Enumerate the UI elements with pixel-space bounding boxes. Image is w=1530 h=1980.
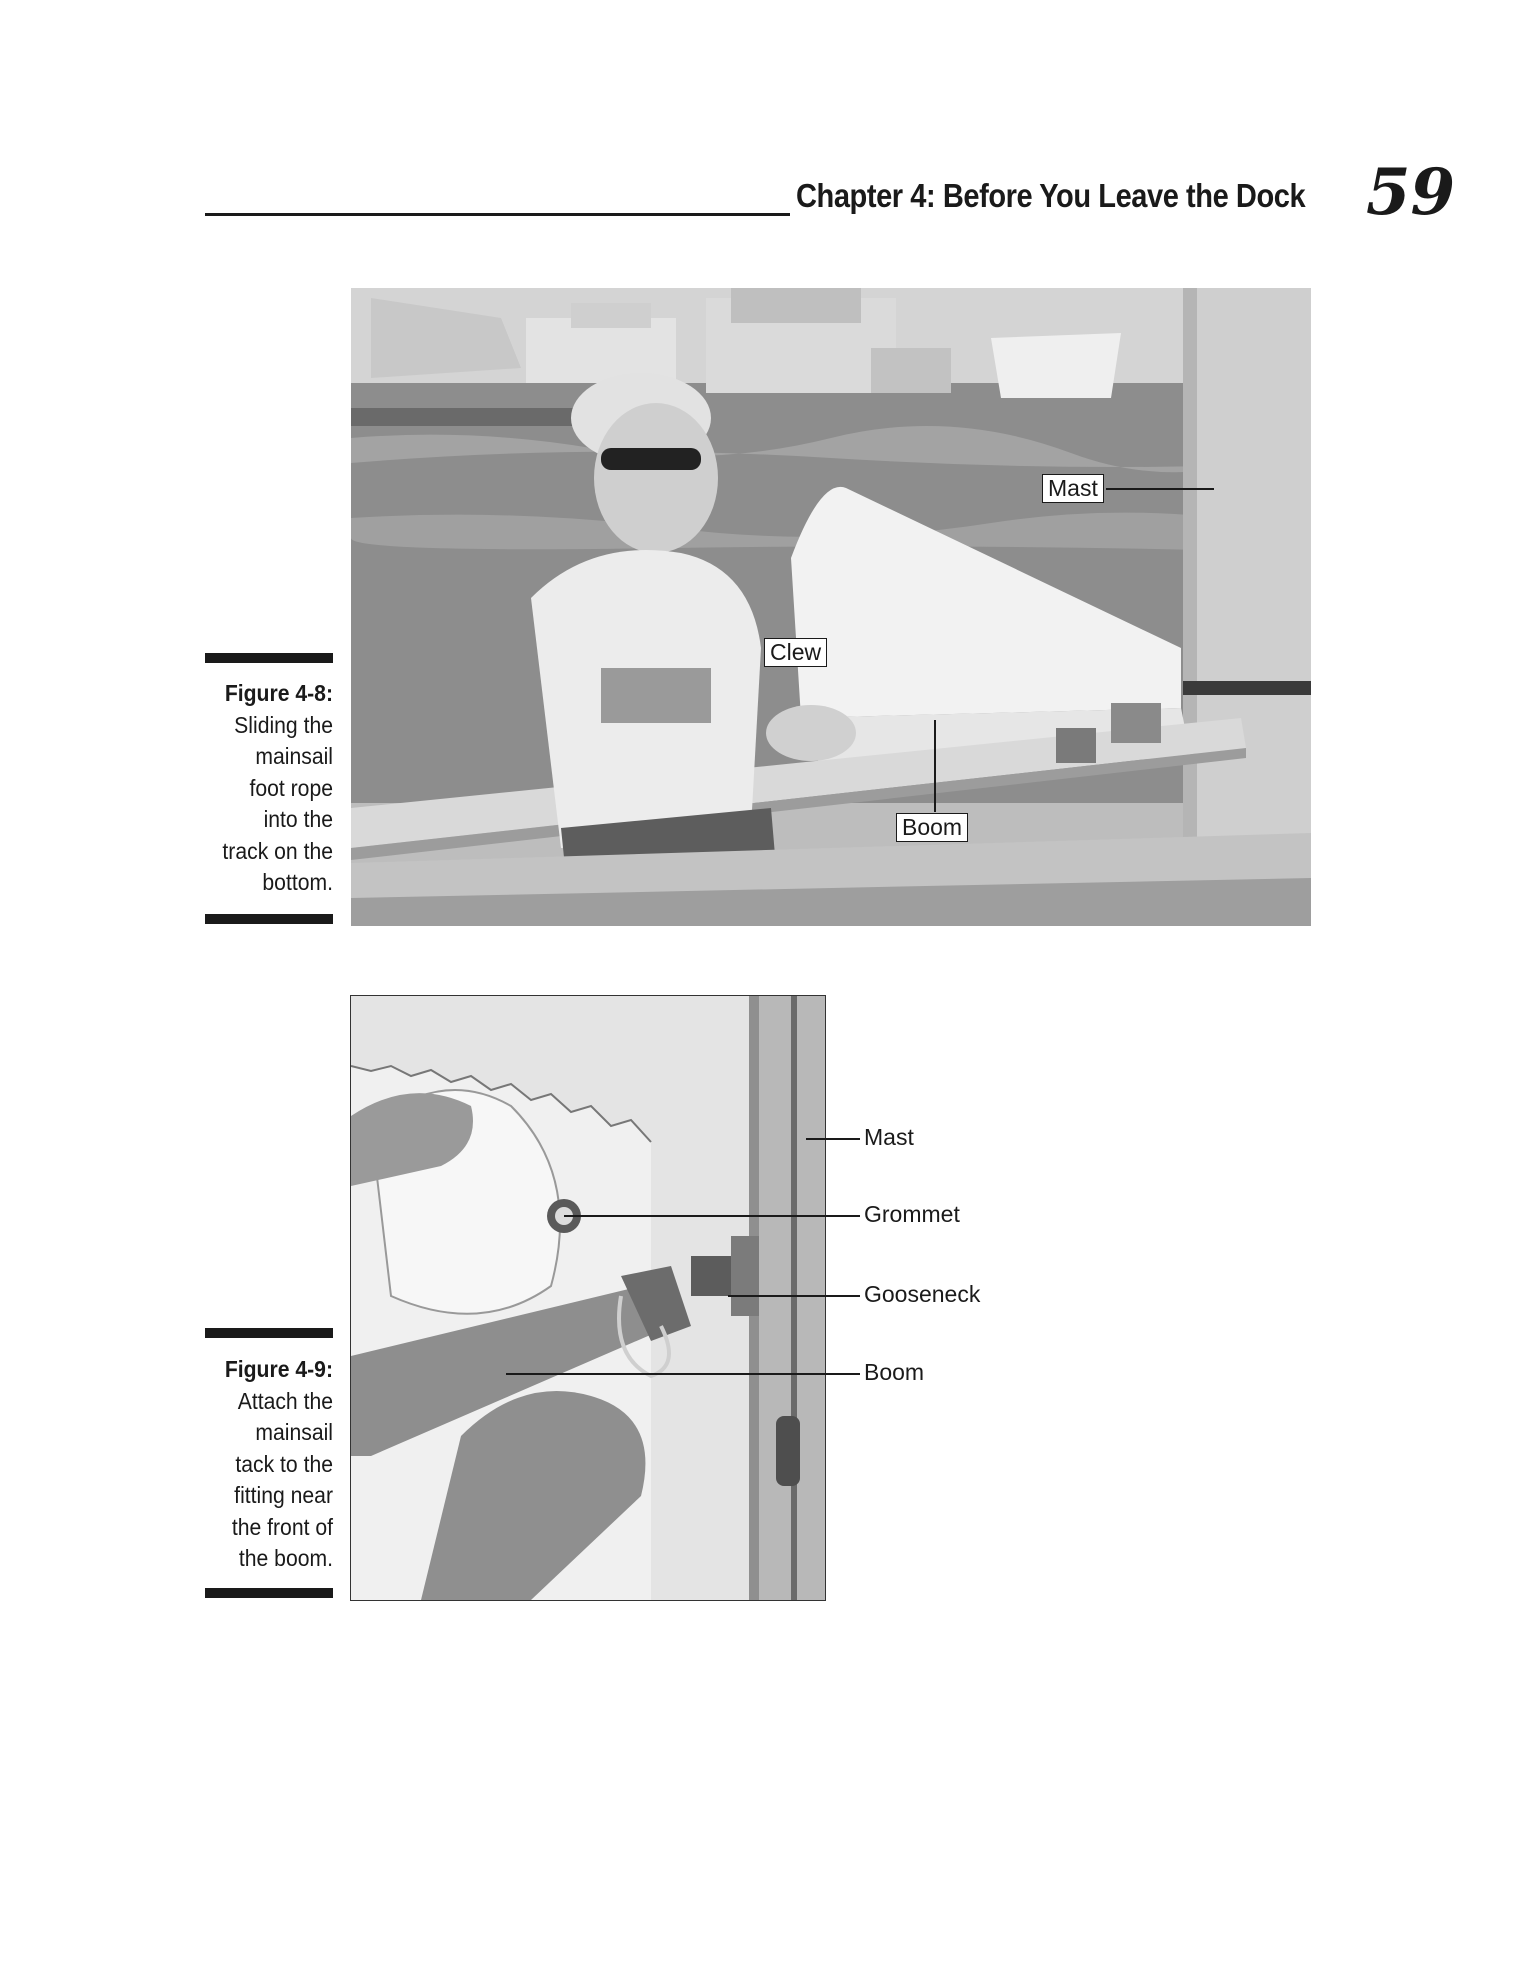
caption-line: foot rope (249, 774, 333, 801)
callout-boom: Boom (896, 813, 968, 842)
leader-line-boom (506, 1373, 860, 1375)
caption-line: fitting near (234, 1482, 333, 1508)
page-number: 59 (1366, 155, 1456, 230)
caption-line: mainsail (255, 743, 333, 769)
figure-label: Figure 4-8: (224, 680, 333, 706)
callout-mast: Mast (864, 1124, 914, 1150)
caption-top-bar (205, 653, 333, 663)
caption-line: mainsail (255, 1419, 333, 1445)
figure-4-8-photo (351, 288, 1311, 926)
caption-line: the front of (231, 1513, 333, 1540)
figure-4-9-caption (206, 1354, 333, 1575)
chapter-title: Chapter 4: Before You Leave the Dock (796, 177, 1306, 214)
caption-bottom-bar (205, 914, 333, 924)
leader-line-grommet (564, 1215, 860, 1217)
caption-top-bar (205, 1328, 333, 1338)
leader-line-mast (1106, 488, 1214, 490)
caption-line: into the (263, 806, 333, 832)
figure-4-9-photo (351, 996, 825, 1600)
leader-line-mast (806, 1138, 860, 1140)
header-rule (205, 213, 790, 216)
callout-mast: Mast (1042, 474, 1104, 503)
figure-label: Figure 4-9: (224, 1356, 333, 1382)
leader-line-boom (934, 720, 936, 812)
callout-grommet: Grommet (864, 1201, 960, 1227)
callout-clew: Clew (764, 638, 827, 667)
callout-gooseneck: Gooseneck (864, 1281, 981, 1307)
leader-line-gooseneck (728, 1295, 860, 1297)
caption-line: Sliding the (234, 711, 333, 738)
figure-4-8-caption (206, 678, 333, 899)
caption-line: tack to the (235, 1450, 333, 1477)
caption-bottom-bar (205, 1588, 333, 1598)
callout-boom: Boom (864, 1359, 925, 1385)
caption-line: Attach the (237, 1387, 333, 1414)
caption-line: the boom. (238, 1545, 333, 1571)
caption-line: bottom. (262, 869, 333, 895)
caption-line: track on the (222, 837, 333, 864)
